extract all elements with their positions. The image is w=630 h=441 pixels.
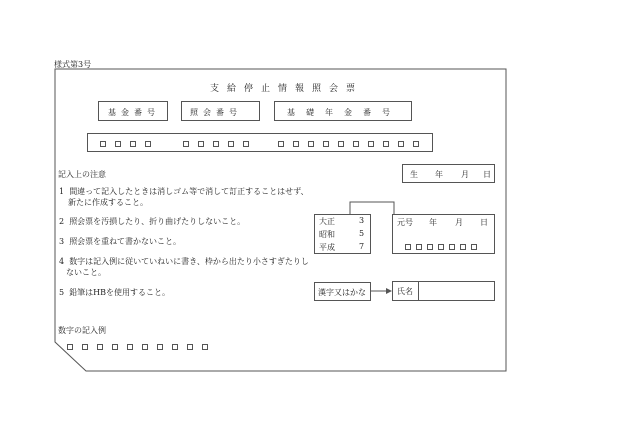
example-squares: [67, 342, 217, 351]
form-number: 様式第3号: [54, 60, 92, 69]
date-entry-box[interactable]: 元号 年 月 日: [392, 214, 495, 254]
kikin-number-header: 基金番号: [98, 101, 168, 121]
example-title: 数字の記入例: [58, 326, 106, 335]
note-5: 5 鉛筆はHBを使用すること。: [59, 288, 171, 297]
kiso-pension-number-header: 基礎年金番号: [274, 101, 412, 121]
kiso-number-squares[interactable]: [278, 139, 428, 148]
note-2: 2 照会票を汚損したり、折り曲げたりしないこと。: [59, 217, 246, 226]
form-title: 支給停止情報照会票: [210, 84, 364, 94]
note-4-cont: ないこと。: [66, 268, 106, 277]
era-code-box: 大正 3 昭和 5 平成 7: [314, 214, 371, 254]
number-entry-row[interactable]: [87, 133, 433, 152]
note-4: 4 数字は記入例に従いていねいに書き、枠から出たり小さすぎたりし: [59, 257, 309, 266]
kikin-number-squares[interactable]: [100, 139, 160, 148]
kanji-kana-box: 漢字又はかな: [314, 282, 371, 301]
shoukai-number-squares[interactable]: [183, 139, 258, 148]
name-box[interactable]: [392, 281, 495, 301]
note-1-cont: 新たに作成すること。: [68, 198, 148, 207]
date-squares[interactable]: [405, 242, 482, 251]
birth-date-box[interactable]: 生 年 月 日: [402, 164, 495, 183]
note-3: 3 照会票を重ねて書かないこと。: [59, 237, 181, 246]
name-label-cell: 氏名: [393, 282, 419, 300]
shoukai-number-header: 照会番号: [181, 101, 260, 121]
notes-title: 記入上の注意: [58, 170, 106, 179]
note-1: 1 間違って記入したときは消しゴム等で消して訂正することはせず、: [59, 187, 309, 196]
